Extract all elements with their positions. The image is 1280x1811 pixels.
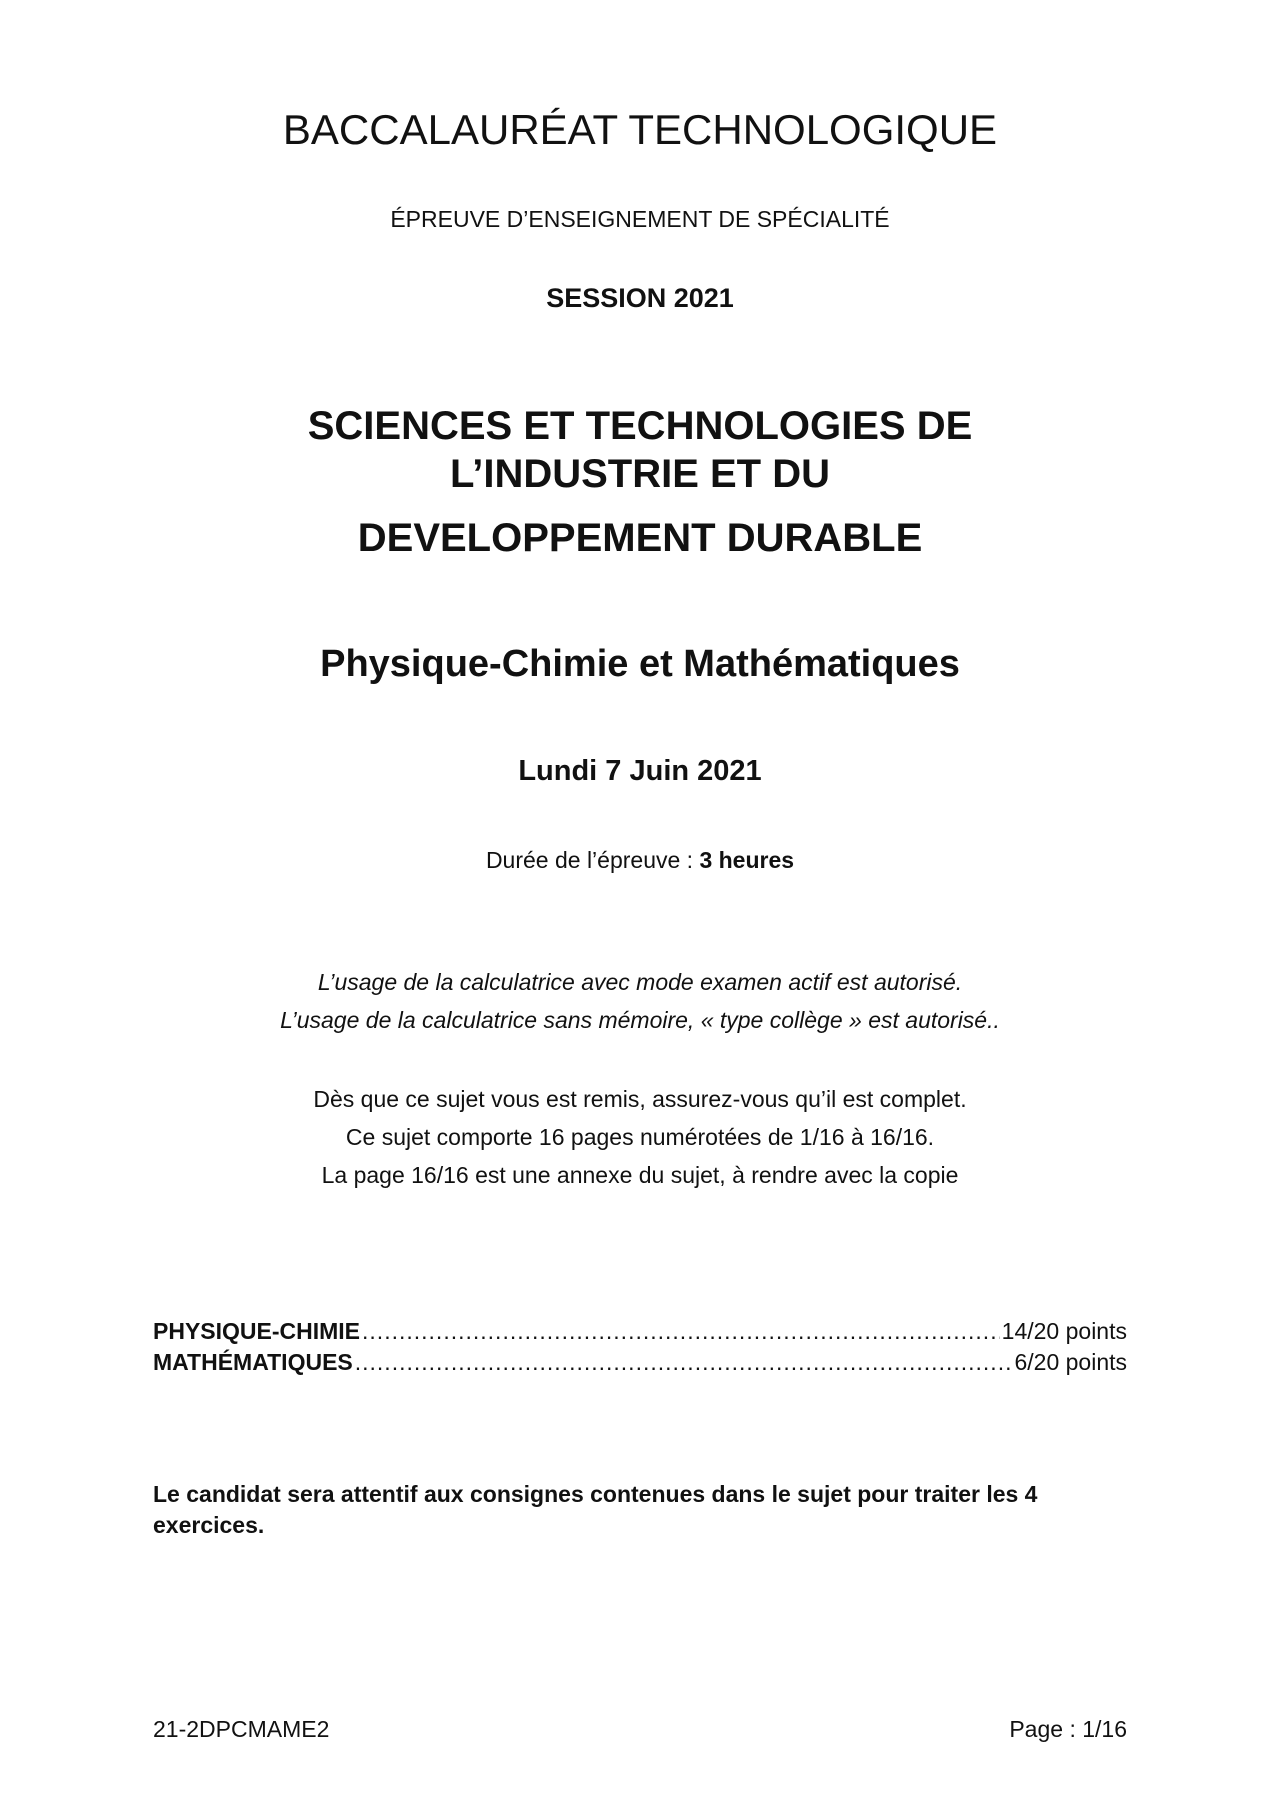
candidate-note: Le candidat sera attentif aux consignes contenues dans le sujet pour traiter les 4 exercices. <box>153 1481 1038 1538</box>
calculator-rules <box>153 963 1127 1039</box>
duration <box>153 845 1127 875</box>
exam-date: Lundi 7 Juin 2021 <box>518 755 762 787</box>
calculator-rule-1: L’usage de la calculatrice avec mode examen actif est autorisé. <box>317 969 963 995</box>
dot-leader <box>362 1316 1000 1347</box>
series-line-2: L’INDUSTRIE ET DU <box>449 452 831 496</box>
session-label: SESSION 2021 <box>546 283 734 313</box>
points-breakdown <box>153 1316 1127 1378</box>
page-number: Page : 1/16 <box>1009 1716 1127 1742</box>
page-title: BACCALAURÉAT TECHNOLOGIQUE <box>282 106 998 153</box>
points-row-maths <box>153 1347 1127 1378</box>
series-line-1: SCIENCES ET TECHNOLOGIES DE <box>307 404 973 448</box>
points-label: PHYSIQUE-CHIMIE <box>153 1318 361 1344</box>
dot-leader <box>355 1347 1013 1378</box>
points-value: 6/20 points <box>1014 1349 1127 1375</box>
instruction-line-1: Dès que ce sujet vous est remis, assurez-vous qu’il est complet. <box>313 1086 967 1112</box>
instructions <box>153 1080 1127 1194</box>
duration-label: Durée de l’épreuve : <box>485 847 700 873</box>
series-title <box>153 402 1127 498</box>
exam-type: ÉPREUVE D’ENSEIGNEMENT DE SPÉCIALITÉ <box>390 206 890 232</box>
instruction-line-2: Ce sujet comporte 16 pages numérotées de 1/16 à 16/16. <box>345 1124 935 1150</box>
calculator-rule-2: L’usage de la calculatrice sans mémoire, « type collège » est autorisé.. <box>280 1007 1000 1033</box>
series-line-3: DEVELOPPEMENT DURABLE <box>357 516 923 560</box>
page-footer <box>153 1714 1127 1744</box>
points-row-physique <box>153 1316 1127 1347</box>
points-value: 14/20 points <box>1001 1318 1127 1344</box>
points-label: MATHÉMATIQUES <box>153 1349 353 1375</box>
document-code: 21-2DPCMAME2 <box>153 1716 330 1742</box>
subject-title: Physique-Chimie et Mathématiques <box>320 643 960 685</box>
duration-value: 3 heures <box>699 847 795 873</box>
instruction-line-3: La page 16/16 est une annexe du sujet, à rendre avec la copie <box>321 1162 959 1188</box>
